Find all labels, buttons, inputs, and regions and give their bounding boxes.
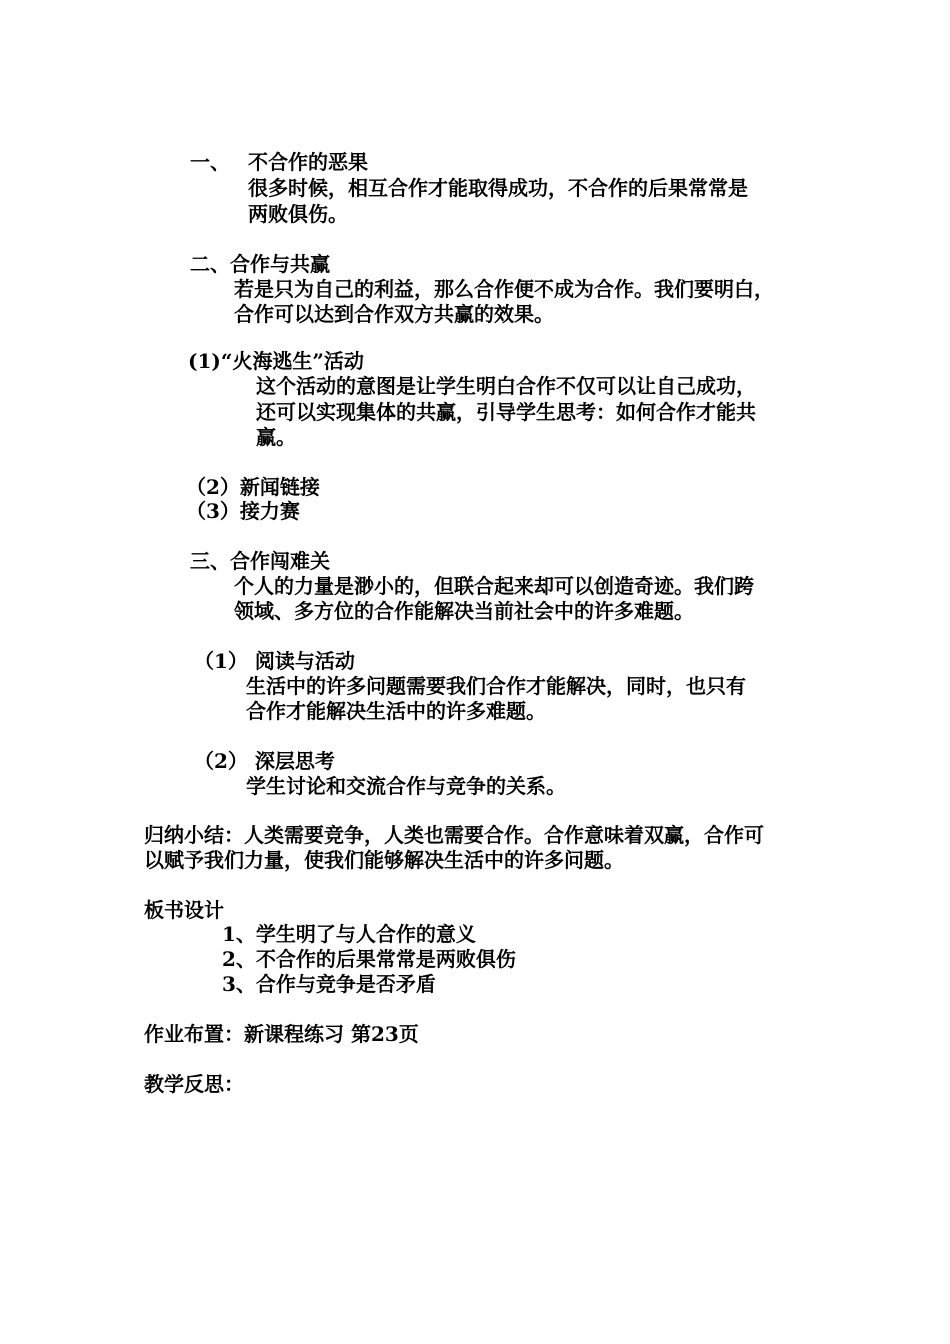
board-title: 板书设计	[144, 898, 224, 922]
section2-heading: 二、合作与共赢	[190, 252, 330, 276]
section2-item3: （3）接力赛	[186, 499, 300, 523]
section1-body-line: 两败俱伤。	[248, 202, 348, 226]
board-item: 3、合作与竞争是否矛盾	[222, 972, 436, 996]
section3-item2-body-line: 学生讨论和交流合作与竞争的关系。	[246, 774, 566, 798]
section3-body-line: 领域、多方位的合作能解决当前社会中的许多难题。	[234, 599, 694, 623]
summary-line: 以赋予我们力量，使我们能够解决生活中的许多问题。	[144, 848, 624, 872]
reflection: 教学反思：	[144, 1072, 244, 1096]
section2-body-line: 合作可以达到合作双方共赢的效果。	[234, 302, 554, 326]
summary-line: 归纳小结：人类需要竞争，人类也需要合作。合作意味着双赢，合作可	[144, 823, 764, 847]
section2-item1-body-line: 赢。	[256, 425, 296, 449]
section3-item1-body-line: 合作才能解决生活中的许多难题。	[246, 699, 546, 723]
section2-item2: （2）新闻链接	[186, 475, 320, 499]
section3-body-line: 个人的力量是渺小的，但联合起来却可以创造奇迹。我们跨	[234, 574, 754, 598]
section2-item1-body-line: 这个活动的意图是让学生明白合作不仅可以让自己成功，	[256, 374, 756, 398]
section3-item1-body-line: 生活中的许多问题需要我们合作才能解决，同时，也只有	[246, 674, 746, 698]
board-item: 2、不合作的后果常常是两败俱伤	[222, 947, 516, 971]
homework: 作业布置：新课程练习 第23页	[144, 1022, 419, 1046]
section1-heading-number: 一、	[190, 150, 230, 174]
section3-item1-title: （1） 阅读与活动	[194, 649, 355, 673]
section2-item1-title: (1)“火海逃生”活动	[188, 349, 364, 373]
board-item: 1、学生明了与人合作的意义	[222, 922, 476, 946]
section3-item2-title: （2） 深层思考	[194, 749, 335, 773]
section2-item1-body-line: 还可以实现集体的共赢，引导学生思考：如何合作才能共	[256, 400, 756, 424]
section2-body-line: 若是只为自己的利益，那么合作便不成为合作。我们要明白，	[234, 277, 774, 301]
section1-body-line: 很多时候，相互合作才能取得成功，不合作的后果常常是	[248, 176, 748, 200]
section1-heading: 不合作的恶果	[248, 150, 368, 174]
section3-heading: 三、合作闯难关	[190, 549, 330, 573]
